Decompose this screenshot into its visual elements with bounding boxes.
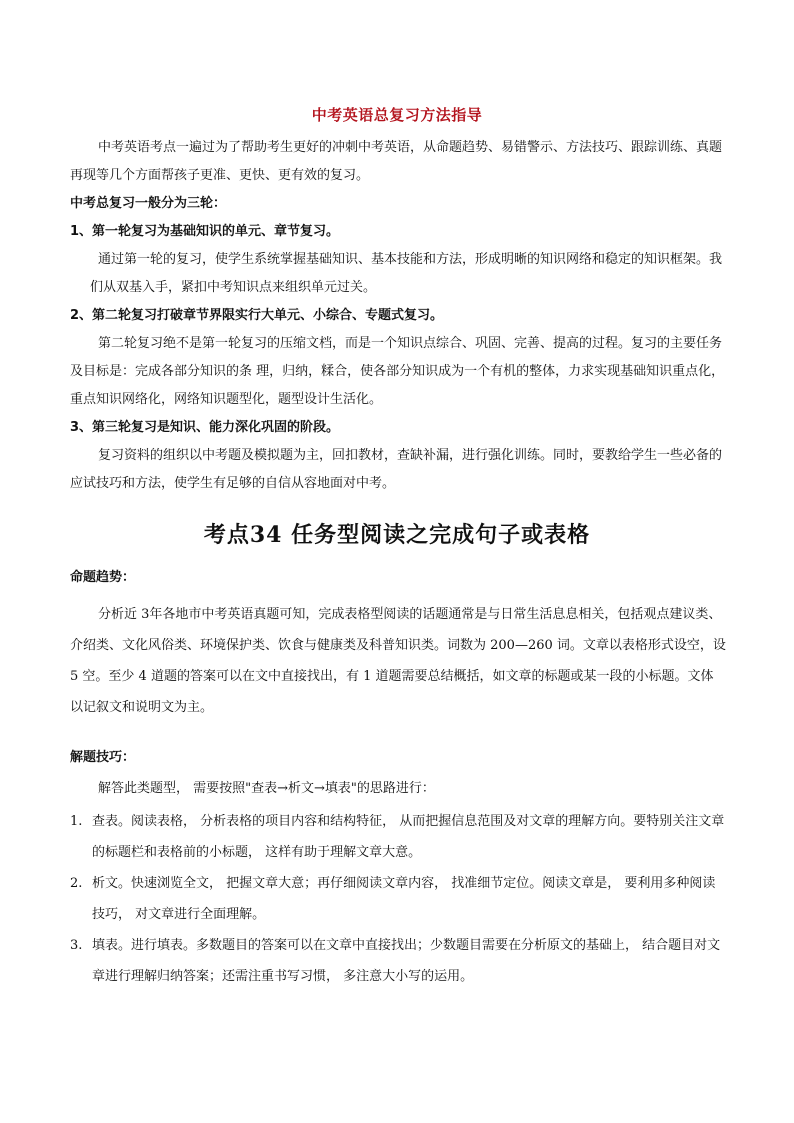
round1-heading: 1、第一轮复习为基础知识的单元、章节复习。 bbox=[70, 224, 340, 239]
list-item-number: 1. bbox=[70, 814, 83, 829]
round3-heading: 3、第三轮复习是知识、能力深化巩固的阶段。 bbox=[70, 420, 340, 435]
tips-intro: 解答此类题型， 需要按照"查表→析文→填表"的思路进行： bbox=[98, 781, 435, 796]
guide-intro: 中考英语考点一遍过为了帮助考生更好的冲刺中考英语，从命题趋势、易错警示、方法技巧、跟踪训练、真题再现等几个方面帮孩子更准、更快、更有效的复习。 bbox=[70, 140, 723, 183]
list-item-text: 填表。进行填表。多数题目的答案可以在文章中直接找出；少数题目需要在分析原文的基础上， 结合题目对文章进行理解归纳答案；还需注重书写习惯， 多注意大小写的运用。 bbox=[92, 938, 721, 984]
round1-text: 通过第一轮的复习，使学生系统掌握基础知识、基本技能和方法，形成明晰的知识网络和稳定的知识框架。我们从双基入手，紧扣中考知识点来组织单元过关。 bbox=[90, 252, 723, 295]
list-item-text: 析文。快速浏览全文， 把握文章大意；再仔细阅读文章内容， 找准细节定位。阅读文章是， 要利用多种阅读技巧， 对文章进行全面理解。 bbox=[92, 876, 716, 922]
round2-heading: 2、第二轮复习打破章节界限实行大单元、小综合、专题式复习。 bbox=[70, 308, 444, 323]
list-item-text: 查表。阅读表格， 分析表格的项目内容和结构特征， 从而把握信息范围及对文章的理解方向。要特别关注文章的标题栏和表格前的小标题， 这样有助于理解文章大意。 bbox=[92, 814, 725, 860]
round3-text: 复习资料的组织以中考题及模拟题为主，回扣教材，查缺补漏，进行强化训练。同时，要教给学生一些必备的应试技巧和方法，使学生有足够的自信从容地面对中考。 bbox=[70, 448, 723, 491]
list-item bbox=[70, 930, 726, 992]
list-item bbox=[70, 868, 726, 930]
tips-section bbox=[70, 742, 726, 804]
trend-section bbox=[70, 562, 726, 723]
list-item bbox=[70, 806, 726, 868]
topic-title: 考点34 任务型阅读之完成句子或表格 bbox=[203, 522, 591, 548]
round2-text: 第二轮复习绝不是第一轮复习的压缩文档，而是一个知识点综合、巩固、完善、提高的过程。复习的主要任务及目标是：完成各部分知识的条 理，归纳，糅合，使各部分知识成为一个有机的整体，力求实现基础知识重点化，重点知识网络化，网络知识题型化，题型设计生活化。 bbox=[70, 336, 725, 407]
tips-list bbox=[70, 806, 726, 992]
trend-heading: 命题趋势： bbox=[70, 570, 136, 585]
list-item-number: 3. bbox=[70, 938, 83, 953]
rounds-heading: 中考总复习一般分为三轮： bbox=[70, 196, 227, 211]
guide-section bbox=[70, 134, 726, 498]
trend-text: 分析近 3年各地市中考英语真题可知，完成表格型阅读的话题通常是与日常生活息息相关，包括观点建议类、介绍类、文化风俗类、环境保护类、饮食与健康类及科普知识类。词数为 200—260 词。文章以表格形式设空，设 5 空。至少 4 道题的答案可以在文中直接找出，有 1 道题需要总结概括，如文章的标题或某一段的小标题。文体以记叙文和说明文为主。 bbox=[70, 607, 726, 715]
guide-title: 中考英语总复习方法指导 bbox=[311, 106, 483, 124]
list-item-number: 2. bbox=[70, 876, 83, 891]
tips-heading: 解题技巧： bbox=[70, 750, 136, 765]
